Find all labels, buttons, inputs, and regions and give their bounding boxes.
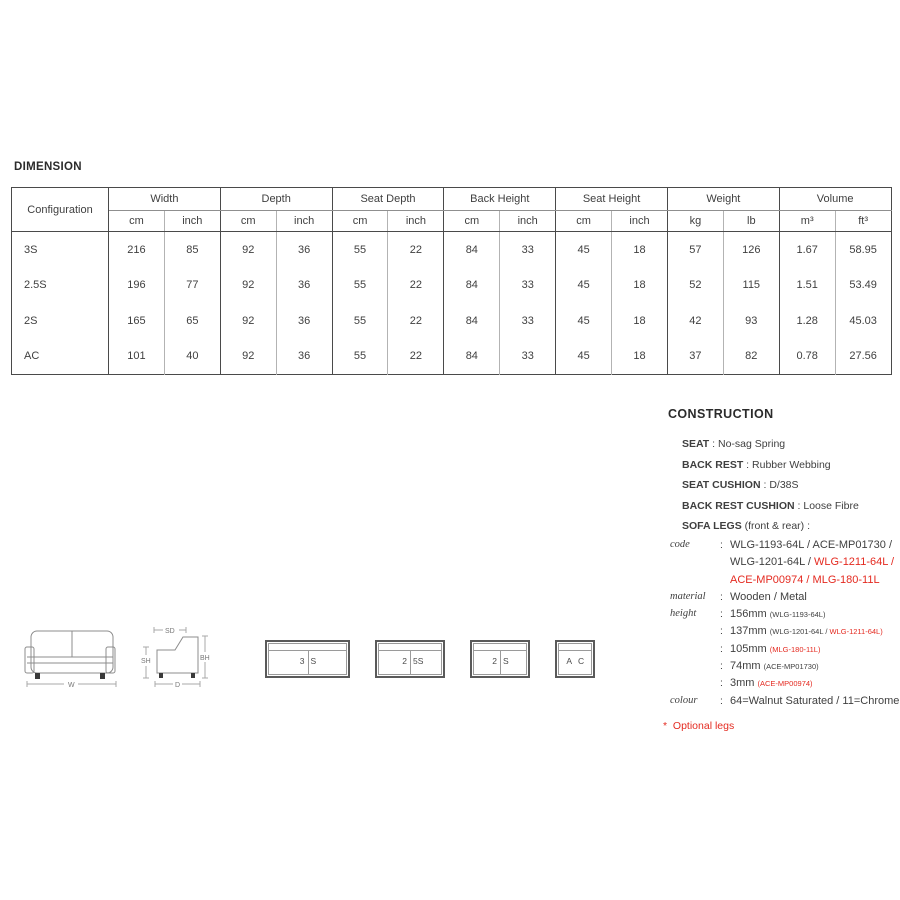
value-cell: 101 — [109, 339, 165, 375]
config-seat-divider — [500, 650, 501, 674]
value-cell: 55 — [332, 303, 388, 339]
value-cell: 77 — [164, 268, 220, 304]
front-leg — [159, 673, 163, 678]
column-header-depth: Depth — [220, 188, 332, 211]
unit-header: inch — [276, 211, 332, 232]
construction-section — [663, 407, 900, 732]
value-cell: 18 — [612, 232, 668, 268]
material-label: material — [670, 590, 706, 602]
config-cell: 3S — [12, 232, 109, 268]
value-cell: 36 — [276, 268, 332, 304]
height-row — [730, 676, 900, 691]
code-label: code — [670, 539, 690, 550]
value-cell: 92 — [220, 268, 276, 304]
height-value: 3mm — [730, 677, 755, 690]
value-cell: 0.78 — [779, 339, 835, 375]
column-header-seat-height: Seat Height — [556, 188, 668, 211]
left-armrest — [25, 647, 34, 673]
code-text: WLG-1201-64L / — [730, 556, 814, 569]
value-cell: 58.95 — [849, 243, 877, 256]
unit-header: ft³ — [835, 211, 891, 232]
sofa-side-view-diagram — [138, 612, 210, 692]
config-label: 2 — [402, 656, 407, 667]
value-cell: 22 — [388, 268, 444, 304]
config-label: S — [503, 656, 509, 667]
value-cell: 45 — [556, 232, 612, 268]
height-value: 137mm — [730, 625, 767, 638]
config-label: A — [566, 656, 572, 667]
column-header-back-height: Back Height — [444, 188, 556, 211]
value-cell: 1.67 — [779, 232, 835, 268]
colon: : — [720, 677, 723, 690]
colon: : — [720, 642, 723, 655]
config-label: 2 — [492, 656, 497, 667]
value-cell: 33 — [500, 268, 556, 304]
height-code: (WLG-1193-64L) — [769, 610, 826, 620]
value-cell: 22 — [388, 232, 444, 268]
spec-separator: : — [760, 479, 770, 491]
left-leg — [35, 673, 40, 679]
config-top-view-2s — [470, 640, 530, 678]
colon: : — [720, 694, 723, 707]
unit-header: cm — [444, 211, 500, 232]
value-cell: 165 — [109, 303, 165, 339]
value-cell: 36 — [276, 303, 332, 339]
config-label: S — [310, 656, 317, 667]
code-text: WLG-1193-64L / ACE-MP01730 / — [730, 539, 893, 551]
value-cell: 93 — [723, 303, 779, 339]
colon: : — [720, 539, 723, 551]
dimension-table-header — [12, 188, 892, 232]
value-cell: 85 — [164, 232, 220, 268]
value-cell: 40 — [164, 339, 220, 375]
value-cell: 33 — [500, 339, 556, 375]
height-value: 74mm — [730, 660, 761, 673]
value-cell: 33 — [500, 232, 556, 268]
config-top-view-ac — [555, 640, 595, 678]
column-header-weight: Weight — [667, 188, 779, 211]
sofa-front-view-diagram — [20, 615, 120, 691]
config-cell: 2S — [12, 303, 109, 339]
height-value: 156mm — [730, 608, 767, 621]
height-row — [730, 659, 900, 674]
code-line-2 — [730, 555, 900, 569]
construction-title: CONSTRUCTION — [668, 407, 774, 421]
value-cell: 216 — [109, 232, 165, 268]
value-cell: 45 — [556, 268, 612, 304]
value-cell: 55 — [332, 339, 388, 375]
value-cell: 33 — [500, 303, 556, 339]
config-label: C — [578, 656, 585, 667]
spec-label: SEAT CUSHION — [682, 479, 761, 491]
value-cell: 65 — [164, 303, 220, 339]
colon: : — [720, 660, 723, 673]
seat-height-dim-label: SH — [141, 658, 151, 665]
table-row — [12, 303, 892, 339]
code-line-3 — [730, 573, 900, 587]
table-row — [12, 268, 892, 304]
config-cell: AC — [12, 339, 109, 375]
config-seat-divider — [410, 650, 411, 674]
seat-depth-dim-label: SD — [165, 628, 175, 635]
spec-label: BACK REST — [682, 458, 744, 471]
height-code-optional: (ACE-MP00974) — [757, 679, 813, 689]
value-cell: 92 — [220, 303, 276, 339]
code-text-optional: WLG-1211-64L / — [813, 556, 895, 569]
spec-value: No-sag Spring — [718, 438, 786, 450]
right-leg — [100, 673, 105, 679]
unit-header: cm — [556, 211, 612, 232]
table-row — [12, 232, 892, 268]
value-cell: 18 — [612, 303, 668, 339]
config-label: 5S — [413, 656, 424, 667]
unit-header: cm — [332, 211, 388, 232]
spec-label: SEAT — [682, 438, 710, 450]
spec-seat — [668, 438, 900, 450]
spec-seat-cushion — [668, 479, 900, 491]
value-cell: 84 — [444, 303, 500, 339]
value-cell: 45 — [556, 303, 612, 339]
spec-separator: : — [794, 499, 804, 512]
unit-header: inch — [612, 211, 668, 232]
value-cell: 18 — [612, 268, 668, 304]
rear-leg — [191, 673, 195, 678]
depth-dim-label: D — [175, 682, 181, 689]
column-header-configuration: Configuration — [12, 188, 109, 232]
right-armrest — [106, 647, 115, 673]
spec-back-rest-cushion — [668, 500, 900, 512]
height-row — [730, 607, 900, 622]
value-cell: 52 — [667, 268, 723, 304]
height-label: height — [670, 608, 697, 620]
column-header-volume: Volume — [779, 188, 891, 211]
value-cell: 22 — [388, 339, 444, 375]
value-cell: 22 — [388, 303, 444, 339]
spec-value: Loose Fibre — [803, 499, 859, 512]
unit-header: inch — [164, 211, 220, 232]
height-code: (WLG-1201-64L / — [769, 627, 830, 637]
value-cell: 92 — [220, 232, 276, 268]
colon: : — [720, 590, 723, 603]
dimension-table — [11, 187, 892, 375]
value-cell: 45.03 — [849, 314, 877, 327]
config-backrest-line — [559, 650, 591, 651]
value-cell: 115 — [723, 268, 779, 304]
table-row — [12, 339, 892, 375]
height-row — [730, 642, 900, 657]
unit-header: cm — [220, 211, 276, 232]
column-header-width: Width — [109, 188, 221, 211]
value-cell: 42 — [667, 303, 723, 339]
code-text-optional: ACE-MP00974 / MLG-180-11L — [730, 573, 880, 586]
spec-sofa-legs — [668, 520, 900, 532]
spec-label: BACK REST CUSHION — [682, 499, 795, 512]
colour-label: colour — [670, 694, 698, 706]
colon: : — [720, 625, 723, 638]
unit-header: cm — [109, 211, 165, 232]
height-code-optional: WLG-1211-64L) — [829, 627, 883, 637]
config-label: 3 — [299, 656, 305, 667]
unit-header: m³ — [779, 211, 835, 232]
side-profile-outline — [157, 637, 198, 673]
height-row — [730, 624, 900, 639]
spec-label: SOFA LEGS — [682, 520, 742, 532]
width-dim-label: W — [68, 682, 75, 689]
sofa-legs-details — [668, 538, 900, 711]
value-cell: 92 — [220, 339, 276, 375]
value-cell: 53.49 — [849, 279, 877, 292]
height-value: 105mm — [730, 642, 767, 655]
height-code-optional: (MLG-180-11L) — [769, 644, 821, 654]
spec-separator: : — [709, 438, 718, 450]
height-code: (ACE-MP01730) — [763, 662, 819, 672]
value-cell: 84 — [444, 268, 500, 304]
spec-value: Rubber Webbing — [752, 458, 831, 471]
value-cell: 37 — [667, 339, 723, 375]
unit-header: inch — [388, 211, 444, 232]
back-height-dim-label: BH — [200, 655, 210, 662]
unit-header: inch — [500, 211, 556, 232]
spec-value: D/38S — [769, 479, 799, 491]
dimension-table-body — [12, 232, 892, 375]
value-cell: 55 — [332, 268, 388, 304]
colon: : — [720, 608, 723, 621]
config-cell: 2.5S — [12, 268, 109, 304]
config-top-view-3s — [265, 640, 350, 678]
colour-value: 64=Walnut Saturated / 11=Chrome — [730, 694, 900, 707]
value-cell: 36 — [276, 232, 332, 268]
spec-separator: : — [743, 458, 753, 471]
value-cell: 84 — [444, 339, 500, 375]
optional-legs-footnote: * Optional legs — [663, 719, 735, 732]
page-title: DIMENSION — [14, 161, 82, 173]
config-top-view-2-5s — [375, 640, 445, 678]
value-cell: 126 — [723, 232, 779, 268]
spec-note: (front & rear) : — [741, 520, 810, 532]
value-cell: 196 — [109, 268, 165, 304]
material-value: Wooden / Metal — [730, 590, 807, 603]
value-cell: 82 — [723, 339, 779, 375]
column-header-seat-depth: Seat Depth — [332, 188, 444, 211]
config-seat-divider — [308, 650, 309, 674]
code-line-1 — [730, 538, 900, 552]
value-cell: 27.56 — [849, 350, 877, 363]
value-cell: 1.28 — [779, 303, 835, 339]
value-cell: 55 — [332, 232, 388, 268]
value-cell: 1.51 — [779, 268, 835, 304]
value-cell: 36 — [276, 339, 332, 375]
config-inner-outline — [558, 643, 592, 675]
unit-header: lb — [723, 211, 779, 232]
value-cell: 57 — [667, 232, 723, 268]
unit-header: kg — [667, 211, 723, 232]
value-cell: 45 — [556, 339, 612, 375]
spec-back-rest — [668, 459, 900, 471]
value-cell: 84 — [444, 232, 500, 268]
value-cell: 18 — [612, 339, 668, 375]
